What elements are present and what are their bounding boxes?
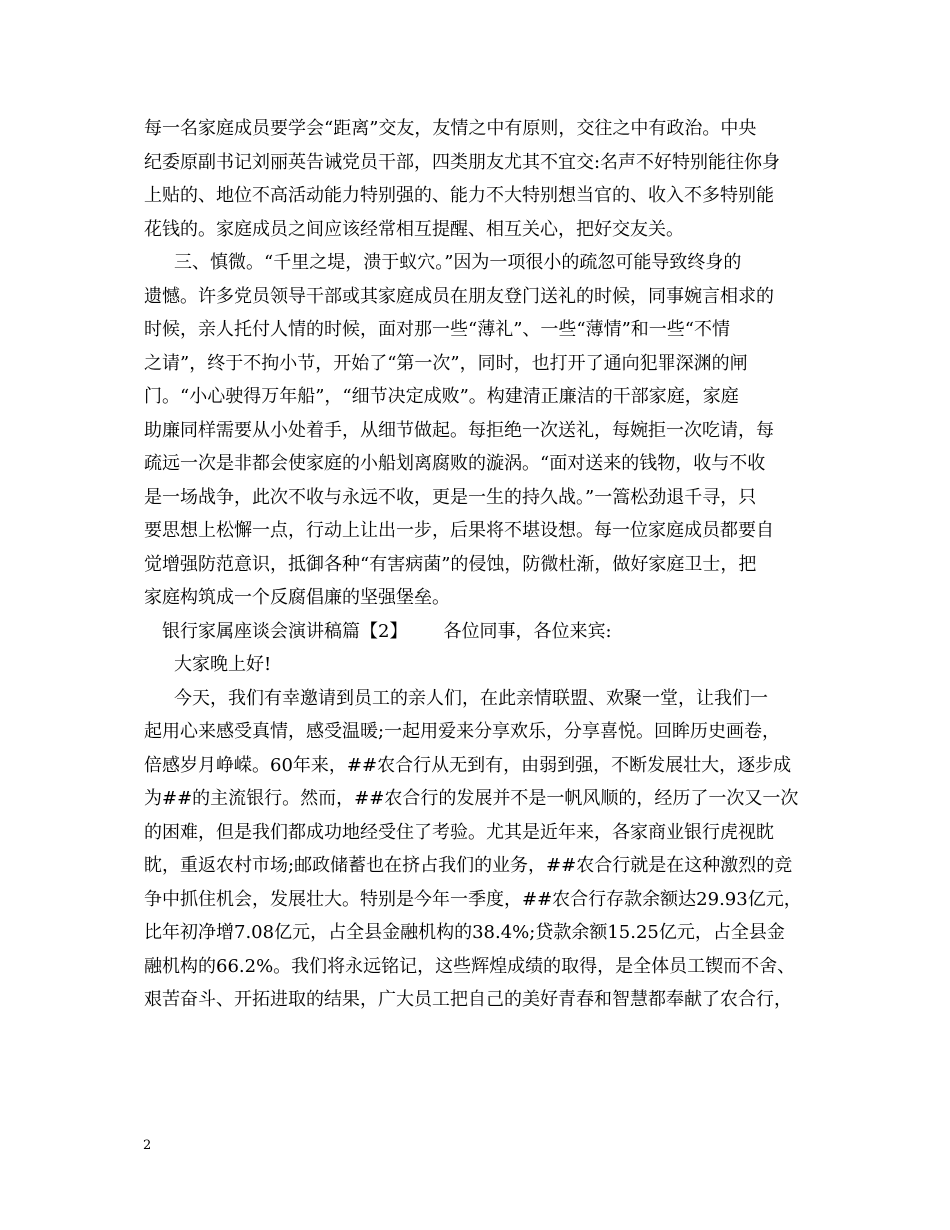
text-line: 之请”，终于不拘小节，开始了“第一次”，同时，也打开了通向犯罪深渊的闸	[144, 352, 748, 374]
page-number: 2	[143, 1138, 152, 1153]
text-line: 疏远一次是非都会使家庭的小船划离腐败的漩涡。“面对送来的钱物，收与不收	[144, 453, 766, 474]
text-line: 时候，亲人托付人情的时候，面对那一些“薄礼”、一些“薄情”和一些“不情	[144, 319, 731, 340]
salutation-line: 大家晚上好!	[174, 654, 272, 675]
text-line: 纪委原副书记刘丽英告诫党员干部，四类朋友尤其不宜交:名声不好特别能往你身	[144, 151, 781, 173]
section-heading-title: 银行家属座谈会演讲稿篇【2】	[162, 620, 408, 642]
text-line: 今天，我们有幸邀请到员工的亲人们，在此亲情联盟、欢聚一堂，让我们一	[174, 687, 768, 709]
text-line: 倍感岁月峥嵘。60年来，##农合行从无到有，由弱到强，不断发展壮大，逐步成	[144, 754, 792, 776]
text-line: 三、慎微。“千里之堤，溃于蚁穴。”因为一项很小的疏忽可能导致终身的	[174, 252, 742, 273]
text-line: 争中抓住机会，发展壮大。特别是今年一季度，##农合行存款余额达29.93亿元，	[144, 888, 802, 910]
section-heading-line	[144, 615, 824, 649]
text-line: 比年初净增7.08亿元，占全县金融机构的38.4%;贷款余额15.25亿元，占全县金	[144, 922, 785, 943]
text-line: 为##的主流银行。然而，##农合行的发展并不是一帆风顺的，经历了一次又一次	[144, 788, 799, 809]
document-body	[144, 112, 824, 1017]
text-line: 觉增强防范意识，抵御各种“有害病菌”的侵蚀，防微杜渐，做好家庭卫士，把	[144, 553, 757, 575]
text-line: 的困难，但是我们都成功地经受住了考验。尤其是近年来，各家商业银行虎视眈	[144, 821, 774, 843]
text-line: 遗憾。许多党员领导干部或其家庭成员在朋友登门送礼的时候，同事婉言相求的	[144, 285, 774, 307]
text-line: 起用心来感受真情，感受温暖;一起用爱来分享欢乐，分享喜悦。回眸历史画卷，	[144, 721, 781, 742]
text-line: 艰苦奋斗、开拓进取的结果，广大员工把自己的美好青春和智慧都奉献了农合行，	[144, 989, 792, 1010]
text-line: 花钱的。家庭成员之间应该经常相互提醒、相互关心，把好交友关。	[144, 218, 684, 240]
text-line: 家庭构筑成一个反腐倡廉的坚强堡垒。	[144, 587, 450, 608]
text-line: 融机构的66.2%。我们将永远铭记，这些辉煌成绩的取得，是全体员工锲而不舍、	[144, 955, 796, 977]
text-line: 助廉同样需要从小处着手，从细节做起。每拒绝一次送礼，每婉拒一次吃请，每	[144, 419, 774, 441]
text-line: 是一场战争，此次不收与永远不收，更是一生的持久战。”一篙松劲退千寻，只	[144, 486, 757, 508]
text-line: 上贴的、地位不高活动能力特别强的、能力不大特别想当官的、收入不多特别能	[144, 185, 774, 206]
text-line: 要思想上松懈一点，行动上让出一步，后果将不堪设想。每一位家庭成员都要自	[144, 520, 774, 541]
text-line: 每一名家庭成员要学会“距离”交友，友情之中有原则，交往之中有政治。中央	[144, 118, 757, 139]
section-heading-greeting: 各位同事，各位来宾:	[443, 620, 612, 642]
text-line: 眈，重返农村市场;邮政储蓄也在挤占我们的业务，##农合行就是在这种激烈的竞	[144, 855, 793, 876]
text-line: 门。“小心驶得万年船”，“细节决定成败”。构建清正廉洁的干部家庭，家庭	[144, 386, 739, 407]
